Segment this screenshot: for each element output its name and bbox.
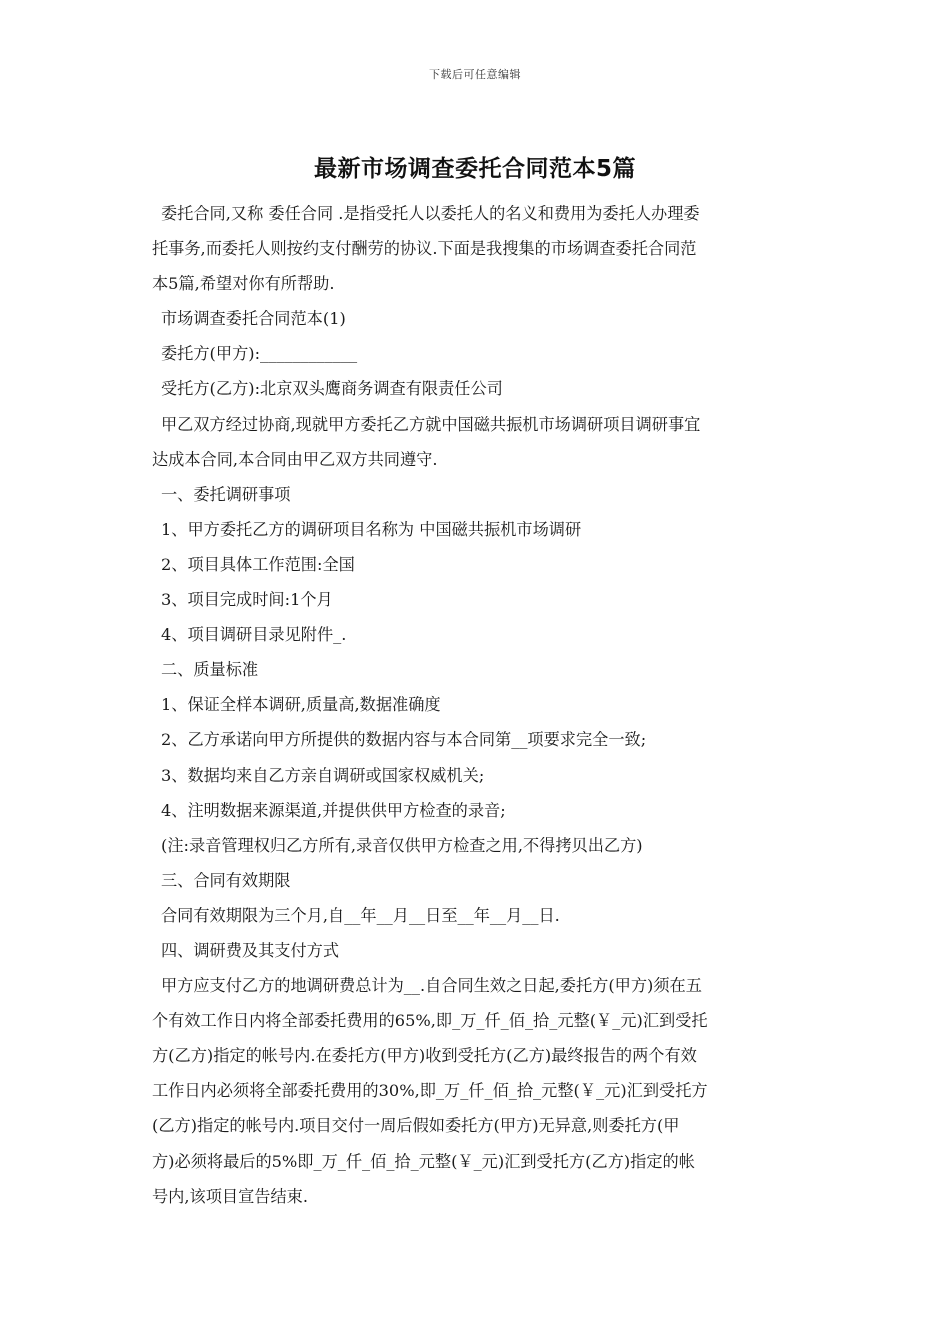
text-line: 3、数据均来自乙方亲自调研或国家权威机关; <box>161 765 485 785</box>
text-line: 市场调查委托合同范本(1) <box>161 309 346 329</box>
text-line: 1、保证全样本调研,质量高,数据准确度 <box>161 695 441 715</box>
text-line: (注:录音管理权归乙方所有,录音仅供甲方检查之用,不得拷贝出乙方) <box>161 835 643 855</box>
party-a-line <box>143 336 811 371</box>
document-body <box>143 196 811 1214</box>
section-heading <box>143 933 811 968</box>
clause-item <box>143 617 811 652</box>
text-line: 方(乙方)指定的帐号内.在委托方(甲方)收到受托方(乙方)最终报告的两个有效 <box>152 1046 697 1066</box>
intro-paragraph <box>143 196 811 301</box>
clause-item <box>143 722 811 757</box>
party-b-line <box>143 371 811 406</box>
text-line: 3、项目完成时间:1个月 <box>161 590 333 610</box>
clause-item <box>143 758 811 793</box>
text-line: 受托方(乙方):北京双头鹰商务调查有限责任公司 <box>161 379 503 399</box>
text-line: 二、质量标准 <box>161 660 259 680</box>
clause-note <box>143 828 811 863</box>
header-note: 下载后可任意编辑 <box>429 68 521 81</box>
section-heading <box>143 652 811 687</box>
clause-item <box>143 582 811 617</box>
text-line: 达成本合同,本合同由甲乙双方共同遵守. <box>152 449 438 469</box>
text-line: 一、委托调研事项 <box>161 484 291 504</box>
text-line: 委托方(甲方):____________ <box>161 344 358 364</box>
text-line: 1、甲方委托乙方的调研项目名称为 中国磁共振机市场调研 <box>161 519 582 539</box>
text-line: 四、调研费及其支付方式 <box>161 940 340 960</box>
text-line: 工作日内必须将全部委托费用的30%,即_万_仟_佰_拾_元整(￥_元)汇到受托方 <box>152 1081 708 1101</box>
section-heading <box>143 863 811 898</box>
text-line: 托事务,而委托人则按约支付酬劳的协议.下面是我搜集的市场调查委托合同范 <box>152 239 697 259</box>
payment-paragraph <box>143 968 811 1214</box>
text-line: 委托合同,又称 委任合同 .是指受托人以委托人的名义和费用为委托人办理委 <box>161 204 700 223</box>
text-line: 甲方应支付乙方的地调研费总计为__.自合同生效之日起,委托方(甲方)须在五 <box>161 976 702 996</box>
text-line: 甲乙双方经过协商,现就甲方委托乙方就中国磁共振机市场调研项目调研事宜 <box>161 414 701 434</box>
text-line: 个有效工作日内将全部委托费用的65%,即_万_仟_佰_拾_元整(￥_元)汇到受托 <box>152 1011 708 1031</box>
text-line: 4、项目调研目录见附件_. <box>161 625 347 645</box>
clause-item <box>143 793 811 828</box>
text-line: 2、乙方承诺向甲方所提供的数据内容与本合同第__项要求完全一致; <box>161 730 647 750</box>
clause-item <box>143 898 811 933</box>
text-line: 方)必须将最后的5%即_万_仟_佰_拾_元整(￥_元)汇到受托方(乙方)指定的帐 <box>152 1151 695 1171</box>
clause-item <box>143 687 811 722</box>
text-line: 合同有效期限为三个月,自__年__月__日至__年__月__日. <box>161 905 560 925</box>
text-line: 三、合同有效期限 <box>161 870 291 890</box>
text-line: 号内,该项目宣告结束. <box>152 1186 308 1206</box>
agreement-paragraph <box>143 407 811 477</box>
contract-heading <box>143 301 811 336</box>
text-line: 4、注明数据来源渠道,并提供供甲方检查的录音; <box>161 800 506 820</box>
clause-item <box>143 512 811 547</box>
document-title: 最新市场调查委托合同范本5篇 <box>313 156 636 182</box>
clause-item <box>143 547 811 582</box>
text-line: 2、项目具体工作范围:全国 <box>161 554 355 574</box>
section-heading <box>143 477 811 512</box>
text-line: 本5篇,希望对你有所帮助. <box>152 274 335 294</box>
text-line: (乙方)指定的帐号内.项目交付一周后假如委托方(甲方)无异意,则委托方(甲 <box>152 1116 680 1136</box>
